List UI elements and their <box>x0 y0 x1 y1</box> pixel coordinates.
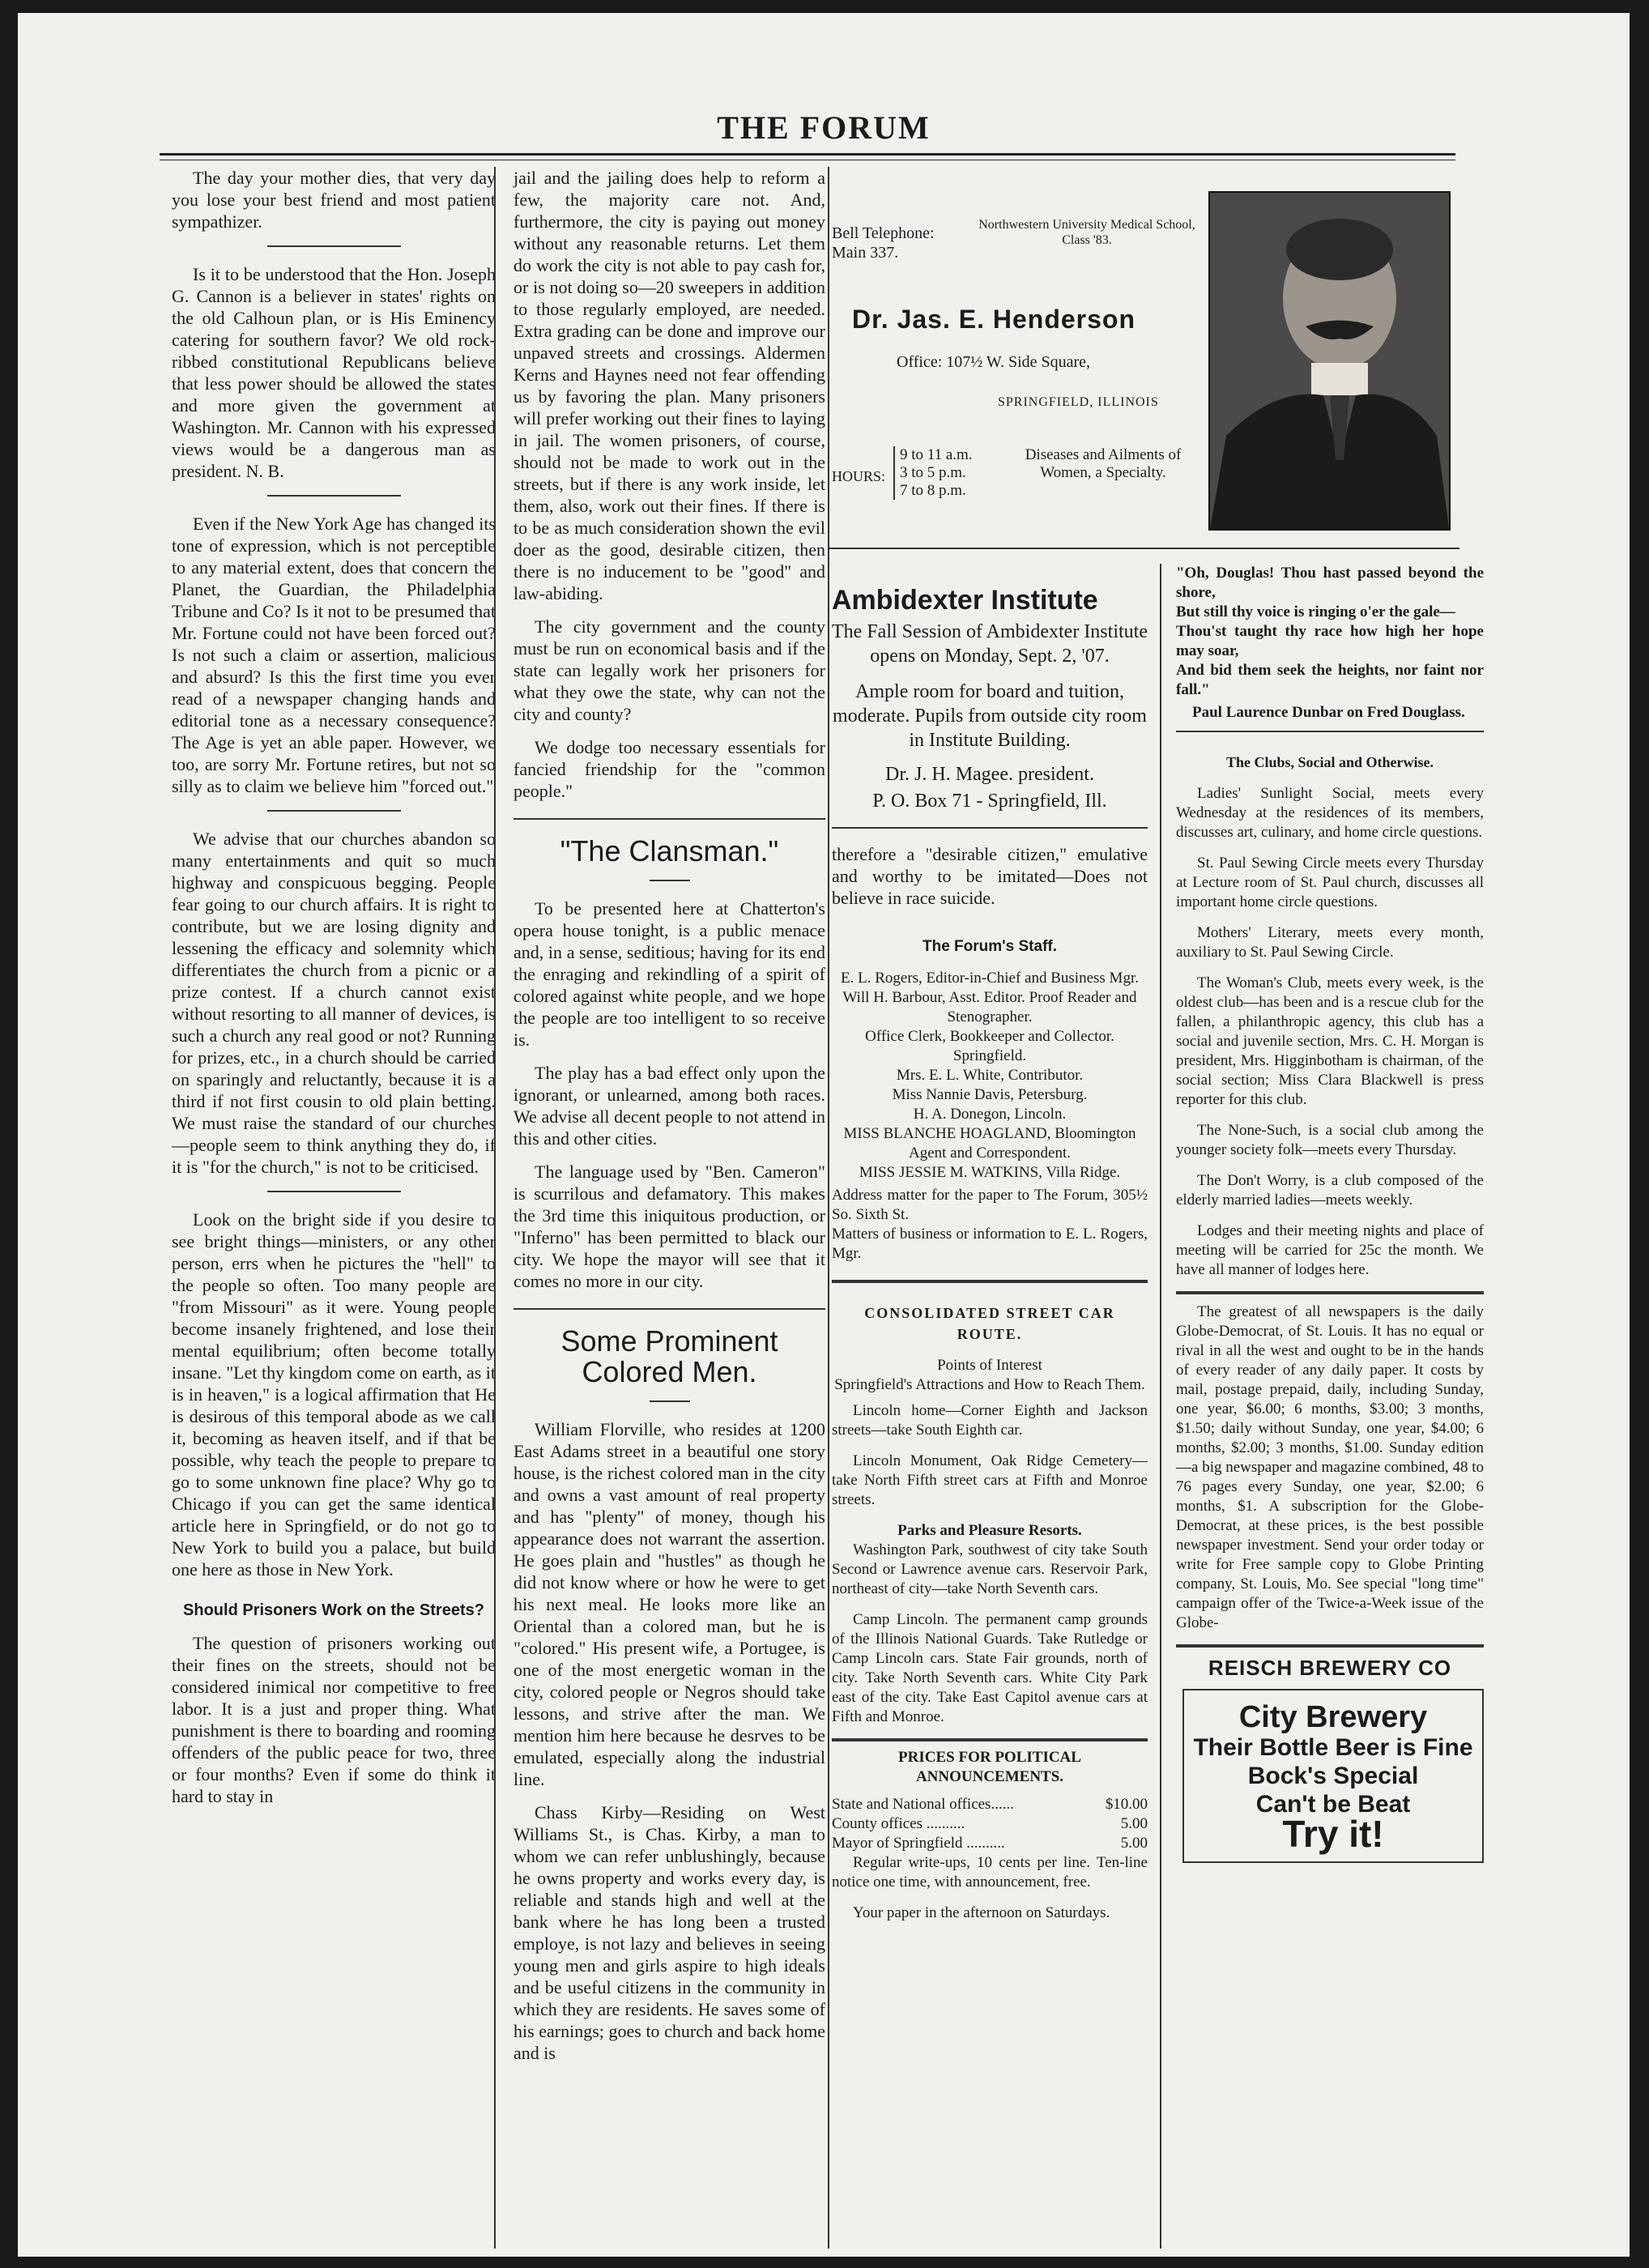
masthead-rule <box>160 153 1455 156</box>
ad-office: Office: 107½ W. Side Square, <box>897 353 1091 371</box>
separator <box>267 495 401 497</box>
prominent-headline: Some Prominent Colored Men. <box>560 1324 778 1388</box>
prices-headline: PRICES FOR POLITICAL ANNOUNCEMENTS. <box>898 1749 1081 1785</box>
divider <box>1176 731 1484 732</box>
separator <box>650 880 690 881</box>
article-new-york-age: Even if the New York Age has changed its tone of expression, which is not perceptible to any material extent, does that concern the Planet, the Guardian, the Philadelphia Tribune and Co? Is it not to be presumed that Mr. Fortune could not have been forced out? Is not such a claim or assertion, malicious and absurd? Is this the first time you ever read of a newspaper changing hands and editorial tone as a necessary consequence? The Age is yet an able paper. However, we too, are sorry Mr. Fortune retires, but not so silly as to claim we believe him "forced out." <box>172 514 496 796</box>
prices-saturdays: Your paper in the afternoon on Saturdays. <box>853 1904 1110 1921</box>
ad-hours: 9 to 11 a.m. 3 to 5 p.m. 7 to 8 p.m. <box>893 446 973 500</box>
brewery-ad <box>1182 1689 1484 1863</box>
staff-headline: The Forum's Staff. <box>922 938 1058 955</box>
portrait-image <box>1210 193 1449 529</box>
brewery-try: Try it! <box>1282 1813 1384 1855</box>
divider <box>513 1308 825 1310</box>
column-rule <box>828 167 829 2249</box>
ad-doctor-name: Dr. Jas. E. Henderson <box>852 305 1136 334</box>
clansman-headline: "The Clansman." <box>560 834 779 868</box>
separator <box>267 810 401 812</box>
prices-writeups: Regular write-ups, 10 cents per line. Ten-line notice one time, with announcement, free. <box>832 1854 1148 1891</box>
separator <box>650 1400 690 1402</box>
doctor-portrait <box>1208 191 1451 531</box>
street-car-headline: CONSOLIDATED STREET CAR ROUTE. <box>864 1305 1115 1342</box>
ad-city: SPRINGFIELD, ILLINOIS <box>998 395 1159 409</box>
article-kirby-cont: therefore a "desirable citizen," emulative and worthy to be imitated—Does not believe in race suicide. <box>832 844 1148 908</box>
prisoners-headline: Should Prisoners Work on the Streets? <box>183 1601 484 1619</box>
divider <box>1176 1644 1484 1648</box>
brewery-bock: Bock's Special <box>1247 1763 1419 1789</box>
separator <box>267 245 401 247</box>
institute-president: Dr. J. H. Magee. president. <box>885 764 1094 785</box>
price-row: County offices .......... 5.00 <box>832 1815 1148 1832</box>
institute-room: Ample room for board and tuition, moderate. Pupils from outside city room in Institute Building. <box>833 681 1147 751</box>
staff-list: E. L. Rogers, Editor-in-Chief and Business Mgr. Will H. Barbour, Asst. Editor. Proof Reader and Stenographer. Office Clerk, Bookkeeper and Collector. Springfield. Mrs. E. L. White, Contributor. Miss Nannie Davis, Petersburg. H. A. Donegon, Lincoln. MISS BLANCHE HOAGLAND, Bloomington Agent and Correspondent. MISS JESSIE M. WATKINS, Villa Ridge. Address matter for the paper to The Forum, 305½ So. Sixth St. Matters of business or information to E. L. Rogers, Mgr. <box>832 970 1148 1262</box>
divider <box>1176 1291 1484 1294</box>
ad-specialty: Diseases and Ailments of Women, a Specialty. <box>1025 446 1182 481</box>
institute-headline: Ambidexter Institute <box>832 585 1098 616</box>
street-lincoln-monument: Lincoln Monument, Oak Ridge Cemetery—take North Fifth street cars at Fifth and Monroe streets. <box>832 1452 1148 1508</box>
divider <box>513 818 825 820</box>
column-4 <box>1160 564 1484 2249</box>
price-row: Mayor of Springfield .......... 5.00 <box>832 1835 1148 1852</box>
brewery-title: City Brewery <box>1238 1700 1428 1734</box>
ad-phone: Bell Telephone: Main 337. <box>832 224 935 262</box>
article-churches: We advise that our churches abandon so many entertainments and quit so much highway and conspicuous begging. People fear going to our church affairs. It is right to contribute, but we are losing dignity and lessening the efficacy and solemnity which differentiates the church from a picnic or a prize contest. If a church cannot exist without resorting to all manner of devices, is such a church any real good or not? Running for prizes, etc., in a church should be carried on sparingly and reluctantly, because it is a third if not first cousin to old plain betting. We must raise the standard of our churches—people seem to think anything they do, if it is "for the church," is not to be criticised. <box>172 829 496 1177</box>
divider <box>832 1280 1148 1283</box>
article-prisoners: The question of prisoners working out their fines on the streets, should not be considered inimical nor competitive to free labor. It is a just and proper thing. What punishment is there to boarding and rooming offenders of the public peace for two, three or four months? Even if some do think it hard to stay in <box>172 1633 496 1806</box>
article-clansman-3: The language used by "Ben. Cameron" is scurrilous and defamatory. This makes the 3rd time this iniquitous production, or "Inferno" has been permitted to black our city. We hope the mayor will see that it comes no more in our city. <box>513 1162 825 1291</box>
newspaper-page <box>18 13 1630 2257</box>
article-kirby: Chass Kirby—Residing on West Williams St., is Chas. Kirby, a man to whom we can refer unblushingly, because he owns property and works every day, is reliable and stands high and well at the bank where he has long been a trusted employe, is not lazy and believes in seeing young men and girls aspire to high ideals and be useful citizens in the community in which they are residents. He saves some of his earnings; goes to church and back home and is <box>513 1802 825 2063</box>
brewery-name: REISCH BREWERY CO <box>1208 1656 1452 1680</box>
divider <box>832 827 1148 829</box>
article-dodge: We dodge too necessary essentials for fancied friendship for the "common people." <box>513 737 825 801</box>
street-car-sub: Points of Interest <box>937 1357 1042 1374</box>
divider <box>832 1738 1148 1742</box>
article-cannon: Is it to be understood that the Hon. Joseph G. Cannon is a believer in states' rights on the old Calhoun plan, or is His Eminency catering for southern favor? We old rock-ribbed constitutional Republicans believe that less power should be allowed the states and more given the government at Washington. Mr. Cannon with his expressed views would be a dangerous man as president. N. B. <box>172 264 496 481</box>
column-1 <box>172 167 496 2249</box>
brewery-beat: Can't be Beat <box>1255 1791 1411 1818</box>
clubs-headline: The Clubs, Social and Otherwise. <box>1225 754 1434 770</box>
institute-session: The Fall Session of Ambidexter Institute opens on Monday, Sept. 2, '07. <box>832 621 1148 667</box>
price-row: State and National offices...... $10.00 <box>832 1796 1148 1813</box>
article-clansman-2: The play has a bad effect only upon the ignorant, or unlearned, among both races. We advise all decent people to not attend in this and other cities. <box>513 1063 825 1149</box>
article-prisoners-cont: jail and the jailing does help to reform a few, the majority care not. And, furthermore, the city is paying out money without any reasonable returns. Let them do work the city is not able to pay cash for, or is not doing so—20 sweepers in addition to those regularly employed, are needed. Extra grading can be done and improve our unpaved streets and crossings. Aldermen Kerns and Haynes need not fear offending us by favoring the plan. Many prisoners will prefer working out their fines to laying in jail. The women prisoners, of course, should not be made to work out in the streets, but if there is any work inside, let them, also, work out their fines. If there is to be as much consideration shown the evil doer as the good, desirable citizen, then there is no inducement to be "good" and law-abiding. <box>513 168 825 603</box>
brewery-bottle: Their Bottle Beer is Fine <box>1193 1734 1473 1761</box>
ad-school: Northwestern University Medical School, Class '83. <box>978 218 1195 247</box>
institute-address: P. O. Box 71 - Springfield, Ill. <box>872 791 1107 812</box>
street-parks: Washington Park, southwest of city take South Second or Lawrence avenue cars. Reservoir Park, northeast of city—take North Seventh cars. <box>832 1541 1148 1597</box>
divider <box>828 548 1459 549</box>
article-bright-side: Look on the bright side if you desire to see bright things—ministers, or any other person, errs when he pictures the "hell" to the people so often. Too many people are "from Missouri" as it were. Young people become insanely frightened, and lose their mental equilibrium; often become totally insane. "Let thy kingdom come on earth, as it is in heaven," is a logical affirmation that He is desirous of this temporal abode as we call it, becoming as heaven itself, and if that be possible, why teach the people to prepare to go to some unknown fine place? Why go to Chicago if you can get the same identical article here in Springfield, or do not go to New York to build you a palace, but build one here as those in New York. <box>172 1209 496 1580</box>
street-lincoln-home: Lincoln home—Corner Eighth and Jackson streets—take South Eighth car. <box>832 1402 1148 1439</box>
poem-attribution: Paul Laurence Dunbar on Fred Douglass. <box>1192 704 1465 721</box>
clubs-list: Ladies' Sunlight Social, meets every Wednesday at the residences of its members, discusses art, culinary, and home circle questions. St. Paul Sewing Circle meets every Thursday at Lecture room of St. Paul church, discusses all important home circle questions. Mothers' Literary, meets every month, auxiliary to St. Paul Sewing Circle. The Woman's Club, meets every week, is the oldest club—has been and is a rescue club for the fallen, a philanthropic agency, this club has a social and juvenile section, Mrs. C. H. Morgan is president, Mrs. Higginbotham is chairman, of the social section; Miss Clara Blackwell is press reporter for this club. The None-Such, is a social club among the younger society folk—meets every Thursday. The Don't Worry, is a club composed of the elderly married ladies—meets weekly. Lodges and their meeting nights and place of meeting will be carried for 25c the month. We have all manner of lodges here. <box>1176 785 1484 1278</box>
globe-democrat-ad: The greatest of all newspapers is the daily Globe-Democrat, of St. Louis. It has no equal or rival in all the west and ought to be in the hands of every reader of any daily paper. It costs by mail, postage prepaid, daily, including Sunday, one year, $6.00; 6 months, $3.00; 3 months, $1.50; daily without Sunday, one year, $4.00; 6 months, $2.00; 3 months, $1.00. Sunday edition—a big newspaper and magazine combined, 48 to 76 pages every Sunday, one year, $2.00; 6 months, $1. A subscription for the Globe-Democrat, at these prices, is the best possible newspaper investment. Send your order today or write for Free sample copy to Globe Printing company, St. Louis, Mo. See special "long time" campaign offer of the Twice-a-Week issue of the Globe- <box>1176 1303 1484 1631</box>
ad-hours-label: HOURS: <box>832 468 886 484</box>
column-3 <box>832 564 1148 2249</box>
douglas-poem: "Oh, Douglas! Thou hast passed beyond the shore, But still thy voice is ringing o'er the gale— Thou'st taught thy race how high her hope may soar, And bid them seek the heights, nor faint nor fall." <box>1176 565 1484 698</box>
masthead: THE FORUM <box>717 109 931 146</box>
article-florville: William Florville, who resides at 1200 East Adams street in a beautiful one story house, is the richest colored man in the city and owns a vast amount of real property and has "plenty" of money, though his appearance does not warrant the assertion. He goes plain and "hustles" as though he did not know where or how he were to get his next meal. He looks more like an Oriental than a colored man, but he is "colored." His present wife, a Portugee, is one of the most energetic woman in the city, colored people or Negros should take lessons, and strive after the man. We mention him here because he desrves to be emulated, especially along the industrial line. <box>513 1419 825 1789</box>
prices-table <box>832 1795 1148 1853</box>
article-clansman-1: To be presented here at Chatterton's opera house tonight, is a public menace and, in a sense, seditious; having for its end the enraging and rekindling of a spirit of colored against white people, and we hope the people are too intelligent to so receive is. <box>513 898 825 1050</box>
street-car-sub2: Springfield's Attractions and How to Reach Them. <box>834 1376 1145 1393</box>
column-2 <box>494 167 825 2249</box>
separator <box>267 1191 401 1192</box>
article-city-government: The city government and the county must be run on economical basis and if the state can legally work her prisoners for what they owe the state, why can not the city and county? <box>513 616 825 724</box>
street-camp-lincoln: Camp Lincoln. The permanent camp grounds of the Illinois National Guards. Take Rutledge or Camp Lincoln cars. State Fair grounds, north of city. Take North Seventh cars. White City Park east of the city. Take East Capitol avenue cars at Fifth and Monroe. <box>832 1611 1148 1725</box>
article-mother: The day your mother dies, that very day you lose your best friend and most patient sympathizer. <box>172 168 496 232</box>
parks-headline: Parks and Pleasure Resorts. <box>897 1522 1082 1539</box>
